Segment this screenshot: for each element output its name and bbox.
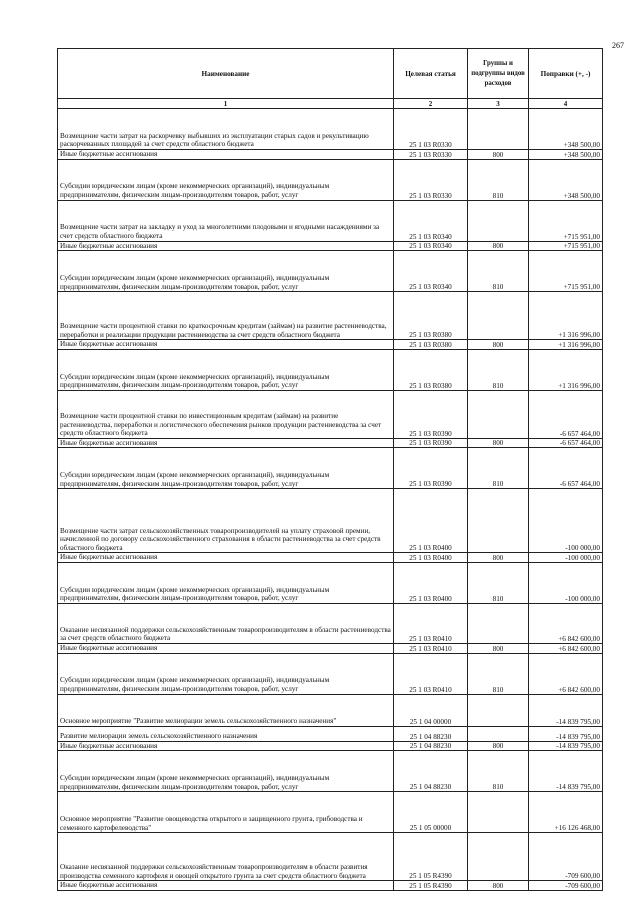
table-row bbox=[58, 833, 603, 881]
table-row bbox=[58, 741, 603, 751]
row-target-article: 25 1 04 88230 bbox=[394, 751, 468, 792]
row-target-article: 25 1 03 R0340 bbox=[394, 241, 468, 251]
row-amendment: +6 842 600,00 bbox=[529, 603, 603, 643]
row-amendment: +348 500,00 bbox=[529, 159, 603, 200]
table-row bbox=[58, 553, 603, 563]
row-expense-group: 800 bbox=[468, 438, 529, 448]
row-amendment: +715 951,00 bbox=[529, 200, 603, 241]
row-expense-group bbox=[468, 726, 529, 741]
row-target-article: 25 1 03 R0410 bbox=[394, 603, 468, 643]
row-target-article: 25 1 03 R0330 bbox=[394, 150, 468, 160]
row-target-article: 25 1 03 R0390 bbox=[394, 438, 468, 448]
column-number-row bbox=[58, 99, 603, 109]
row-expense-group: 810 bbox=[468, 159, 529, 200]
row-target-article: 25 1 03 R0340 bbox=[394, 251, 468, 292]
column-number: 3 bbox=[468, 99, 529, 109]
header-expense-groups: Группы и подгруппы видов расходов bbox=[468, 49, 529, 99]
column-number: 1 bbox=[58, 99, 394, 109]
row-amendment: +1 316 996,00 bbox=[529, 340, 603, 350]
row-name: Возмещение части затрат сельскохозяйственных товаропроизводителей на уплату страховой премии, начисленной по договору сельскохозяйственного страхования в области растениеводства за счет средств областного бюджета bbox=[58, 489, 394, 553]
table-row bbox=[58, 643, 603, 653]
column-number: 2 bbox=[394, 99, 468, 109]
row-target-article: 25 1 03 R0340 bbox=[394, 200, 468, 241]
table-row bbox=[58, 653, 603, 694]
row-amendment: +1 316 996,00 bbox=[529, 292, 603, 340]
row-name: Иные бюджетные ассигнования bbox=[58, 741, 394, 751]
row-amendment: -100 000,00 bbox=[529, 562, 603, 603]
row-name: Субсидии юридическим лицам (кроме некоммерческих организаций), индивидуальным предпринимателям, физическим лицам-производителям товаров, работ, услуг bbox=[58, 349, 394, 390]
row-expense-group bbox=[468, 833, 529, 881]
row-name: Иные бюджетные ассигнования bbox=[58, 150, 394, 160]
row-target-article: 25 1 03 R0330 bbox=[394, 159, 468, 200]
table-row bbox=[58, 150, 603, 160]
row-expense-group bbox=[468, 489, 529, 553]
row-target-article: 25 1 05 00000 bbox=[394, 792, 468, 833]
table-row bbox=[58, 489, 603, 553]
table-header-row bbox=[58, 49, 603, 99]
row-name: Иные бюджетные ассигнования bbox=[58, 438, 394, 448]
row-target-article: 25 1 04 00000 bbox=[394, 694, 468, 726]
row-amendment: +16 126 468,00 bbox=[529, 792, 603, 833]
column-number: 4 bbox=[529, 99, 603, 109]
row-name: Возмещение части затрат на раскорчевку выбывших из эксплуатации старых садов и рекультивацию раскорчеванных площадей за счет средств областного бюджета bbox=[58, 109, 394, 150]
row-expense-group: 800 bbox=[468, 241, 529, 251]
table-row bbox=[58, 751, 603, 792]
row-name: Субсидии юридическим лицам (кроме некоммерческих организаций), индивидуальным предпринимателям, физическим лицам-производителям товаров, работ, услуг bbox=[58, 159, 394, 200]
row-name: Субсидии юридическим лицам (кроме некоммерческих организаций), индивидуальным предпринимателям, физическим лицам-производителям товаров, работ, услуг bbox=[58, 653, 394, 694]
row-target-article: 25 1 03 R0390 bbox=[394, 390, 468, 438]
row-target-article: 25 1 04 88230 bbox=[394, 741, 468, 751]
table-row bbox=[58, 448, 603, 489]
row-expense-group bbox=[468, 109, 529, 150]
row-target-article: 25 1 03 R0410 bbox=[394, 653, 468, 694]
table-row bbox=[58, 109, 603, 150]
row-amendment: -709 600,00 bbox=[529, 833, 603, 881]
row-expense-group: 810 bbox=[468, 562, 529, 603]
table-row bbox=[58, 251, 603, 292]
row-expense-group bbox=[468, 792, 529, 833]
row-target-article: 25 1 03 R0410 bbox=[394, 643, 468, 653]
row-expense-group bbox=[468, 200, 529, 241]
row-amendment: +6 842 600,00 bbox=[529, 653, 603, 694]
row-amendment: -14 839 795,00 bbox=[529, 751, 603, 792]
row-target-article: 25 1 03 R0400 bbox=[394, 489, 468, 553]
table-row bbox=[58, 390, 603, 438]
row-amendment: +1 316 996,00 bbox=[529, 349, 603, 390]
row-name: Иные бюджетные ассигнования bbox=[58, 340, 394, 350]
row-amendment: -14 839 795,00 bbox=[529, 726, 603, 741]
row-name: Оказание несвязанной поддержки сельскохозяйственным товаропроизводителям в области развития производства семенного картофеля и овощей открытого грунта за счет средств областного бюджета bbox=[58, 833, 394, 881]
row-name: Иные бюджетные ассигнования bbox=[58, 643, 394, 653]
row-name: Основное мероприятие "Развитие овощеводства открытого и защищенного грунта, грибоводства и семенного картофелеводства" bbox=[58, 792, 394, 833]
row-expense-group: 810 bbox=[468, 751, 529, 792]
row-expense-group: 800 bbox=[468, 340, 529, 350]
table-row bbox=[58, 562, 603, 603]
row-expense-group bbox=[468, 603, 529, 643]
row-name: Возмещение части процентной ставки по инвестиционным кредитам (займам) на развитие растениеводства, переработки и логистического обеспечения рынков продукции растениеводства за счет средств областного бюджета bbox=[58, 390, 394, 438]
row-target-article: 25 1 03 R0330 bbox=[394, 109, 468, 150]
table-row bbox=[58, 340, 603, 350]
row-expense-group: 810 bbox=[468, 448, 529, 489]
row-amendment: -6 657 464,00 bbox=[529, 448, 603, 489]
row-amendment: -100 000,00 bbox=[529, 489, 603, 553]
table-row bbox=[58, 241, 603, 251]
row-name: Основное мероприятие "Развитие мелиорации земель сельскохозяйственного назначения" bbox=[58, 694, 394, 726]
row-target-article: 25 1 05 R4390 bbox=[394, 833, 468, 881]
row-amendment: -14 839 795,00 bbox=[529, 741, 603, 751]
table-row bbox=[58, 881, 603, 891]
row-amendment: -14 839 795,00 bbox=[529, 694, 603, 726]
row-amendment: -6 657 464,00 bbox=[529, 390, 603, 438]
row-name: Оказание несвязанной поддержки сельскохозяйственным товаропроизводителям в области растениеводства за счет средств областного бюджета bbox=[58, 603, 394, 643]
table-row bbox=[58, 349, 603, 390]
budget-table bbox=[57, 48, 603, 891]
row-name: Субсидии юридическим лицам (кроме некоммерческих организаций), индивидуальным предпринимателям, физическим лицам-производителям товаров, работ, услуг bbox=[58, 448, 394, 489]
row-amendment: +348 500,00 bbox=[529, 150, 603, 160]
row-name: Возмещение части процентной ставки по краткосрочным кредитам (займам) на развитие растениеводства, переработки и реализации продукции растениеводства за счет средств областного бюджета bbox=[58, 292, 394, 340]
row-expense-group: 810 bbox=[468, 349, 529, 390]
row-amendment: +348 500,00 bbox=[529, 109, 603, 150]
row-expense-group: 800 bbox=[468, 643, 529, 653]
row-name: Субсидии юридическим лицам (кроме некоммерческих организаций), индивидуальным предпринимателям, физическим лицам-производителям товаров, работ, услуг bbox=[58, 251, 394, 292]
row-amendment: +6 842 600,00 bbox=[529, 643, 603, 653]
header-name: Наименование bbox=[58, 49, 394, 99]
row-name: Иные бюджетные ассигнования bbox=[58, 553, 394, 563]
table-row bbox=[58, 792, 603, 833]
row-target-article: 25 1 03 R0380 bbox=[394, 292, 468, 340]
row-name: Субсидии юридическим лицам (кроме некоммерческих организаций), индивидуальным предпринимателям, физическим лицам-производителям товаров, работ, услуг bbox=[58, 751, 394, 792]
row-name: Возмещение части затрат на закладку и уход за многолетними плодовыми и ягодными насаждениями за счет средств областного бюджета bbox=[58, 200, 394, 241]
row-name: Развитие мелиорации земель сельскохозяйственного назначения bbox=[58, 726, 394, 741]
row-expense-group: 800 bbox=[468, 741, 529, 751]
row-target-article: 25 1 03 R0380 bbox=[394, 340, 468, 350]
row-name: Иные бюджетные ассигнования bbox=[58, 241, 394, 251]
row-amendment: +715 951,00 bbox=[529, 251, 603, 292]
header-amendments: Поправки (+, -) bbox=[529, 49, 603, 99]
table-row bbox=[58, 292, 603, 340]
table-row bbox=[58, 200, 603, 241]
row-expense-group: 810 bbox=[468, 653, 529, 694]
row-expense-group: 810 bbox=[468, 251, 529, 292]
row-expense-group: 800 bbox=[468, 553, 529, 563]
row-amendment: -6 657 464,00 bbox=[529, 438, 603, 448]
row-target-article: 25 1 05 R4390 bbox=[394, 881, 468, 891]
row-target-article: 25 1 03 R0400 bbox=[394, 553, 468, 563]
row-target-article: 25 1 04 88230 bbox=[394, 726, 468, 741]
row-expense-group bbox=[468, 694, 529, 726]
row-expense-group: 800 bbox=[468, 881, 529, 891]
header-target-article: Целевая статья bbox=[394, 49, 468, 99]
table-row bbox=[58, 694, 603, 726]
row-amendment: +715 951,00 bbox=[529, 241, 603, 251]
table-row bbox=[58, 603, 603, 643]
row-name: Иные бюджетные ассигнования bbox=[58, 881, 394, 891]
row-target-article: 25 1 03 R0390 bbox=[394, 448, 468, 489]
row-expense-group bbox=[468, 292, 529, 340]
table-row bbox=[58, 438, 603, 448]
row-target-article: 25 1 03 R0380 bbox=[394, 349, 468, 390]
page-number: 267 bbox=[612, 41, 624, 50]
row-amendment: -100 000,00 bbox=[529, 553, 603, 563]
table-row bbox=[58, 159, 603, 200]
row-amendment: -709 600,00 bbox=[529, 881, 603, 891]
row-expense-group: 800 bbox=[468, 150, 529, 160]
row-target-article: 25 1 03 R0400 bbox=[394, 562, 468, 603]
table-row bbox=[58, 726, 603, 741]
row-expense-group bbox=[468, 390, 529, 438]
row-name: Субсидии юридическим лицам (кроме некоммерческих организаций), индивидуальным предпринимателям, физическим лицам-производителям товаров, работ, услуг bbox=[58, 562, 394, 603]
